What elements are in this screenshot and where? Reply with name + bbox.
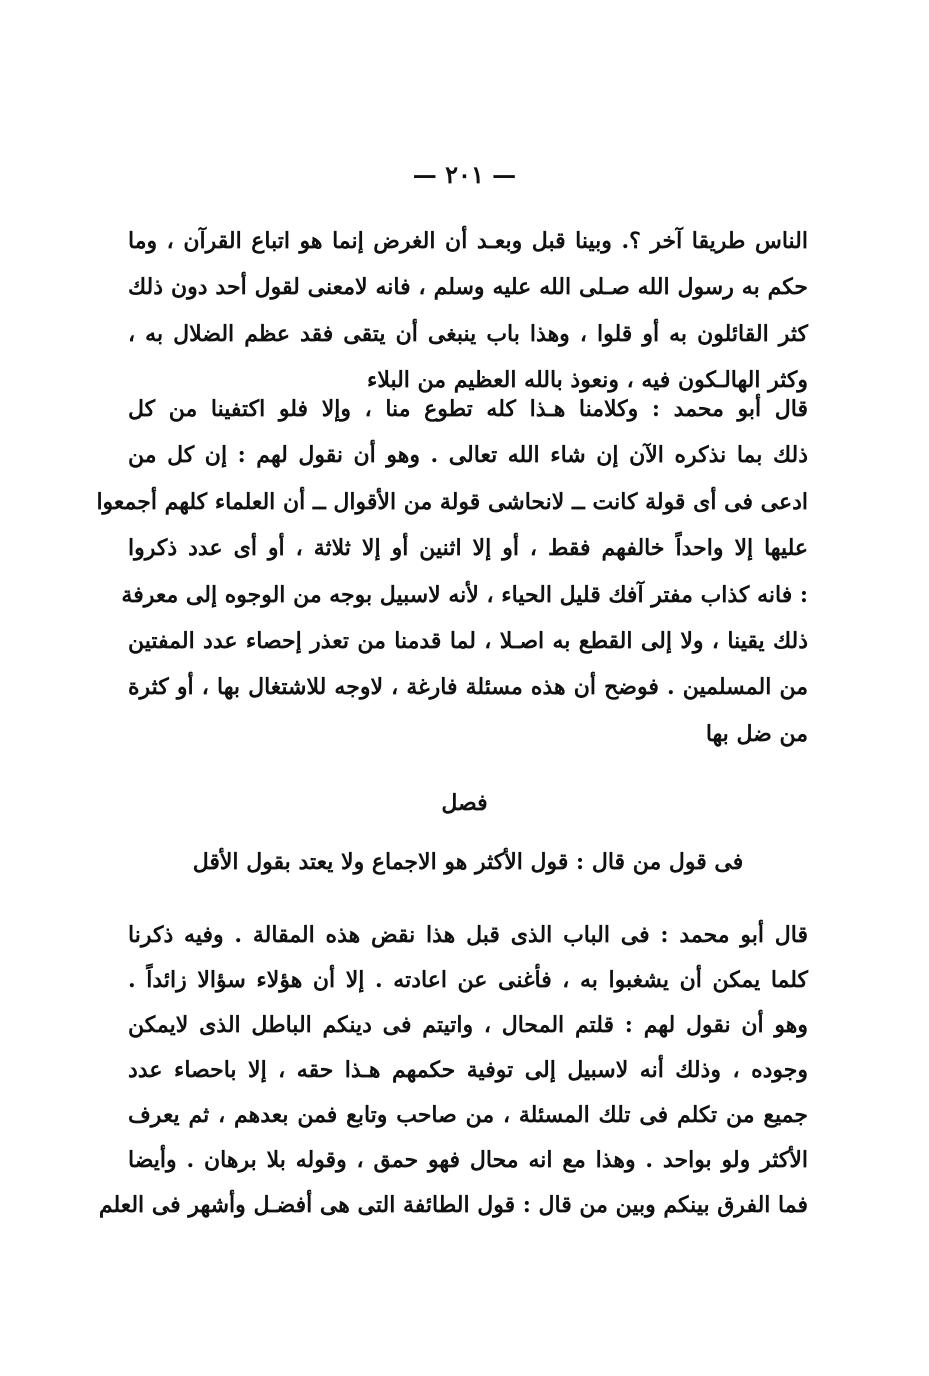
- text-line: وكثر الهالـكون فيه ، ونعوذ بالله العظيم من البلاء: [366, 367, 808, 394]
- text-line: ذلك بما نذكره الآن إن شاء الله تعالى . وهو أن نقول لهم : إن كل من: [128, 442, 808, 469]
- text-line: كثر القائلون به أو قلوا ، وهذا باب ينبغى أن يتقى فقد عظم الضلال به ،: [128, 320, 808, 347]
- text-line: من المسلمين . فوضح أن هذه مسئلة فارغة ، لاوجه للاشتغال بها ، أو كثرة: [128, 674, 808, 701]
- text-line: فما الفرق بينكم وبين من قال : قول الطائفة التى هى أفضـل وأشهر فى العلم: [98, 1192, 808, 1218]
- text-line: الناس طريقا آخر ؟. وبينا قبل وبعـد أن الغرض إنما هو اتباع القرآن ، وما: [128, 228, 808, 254]
- text-line: وجوده ، وذلك أنه لاسبيل إلى توفية حكمهم هـذا حقه ، إلا باحصاء عدد: [128, 1057, 808, 1083]
- text-line: من ضل بها: [705, 720, 808, 747]
- section-subtitle: فى قول من قال : قول الأكثر هو الاجماع ولا يعتد بقول الأقل: [192, 849, 744, 875]
- text-line: وهو أن نقول لهم : قلتم المحال ، واتيتم فى دينكم الباطل الذى لايمكن: [128, 1012, 808, 1038]
- page-number: — ٢٠١ —: [412, 160, 517, 189]
- text-line: جميع من تكلم فى تلك المسئلة ، من صاحب وتابع فمن بعدهم ، ثم يعرف: [128, 1102, 808, 1128]
- text-line: كلما يمكن أن يشغبوا به ، فأغنى عن اعادته . إلا أن هؤلاء سؤالا زائداً .: [128, 967, 808, 993]
- text-line: قال أبو محمد : فى الباب الذى قبل هذا نقض هذه المقالة . وفيه ذكرنا: [128, 922, 808, 948]
- text-line: قال أبو محمد : وكلامنا هـذا كله تطوع منا ، وإلا فلو اكتفينا من كل: [128, 396, 808, 422]
- text-line: : فانه كذاب مفتر آفك قليل الحياء ، لأنه لاسبيل بوجه من الوجوه إلى معرفة: [121, 581, 808, 608]
- text-line: الأكثر ولو بواحد . وهذا مع انه محال فهو حمق ، وقوله بلا برهان . وأيضا: [128, 1147, 808, 1173]
- text-line: عليها إلا واحداً خالفهم فقط ، أو إلا اثنين أو إلا ثلاثة ، أو أى عدد ذكروا: [128, 535, 808, 562]
- text-line: ذلك يقينا ، ولا إلى القطع به اصـلا ، لما قدمنا من تعذر إحصاء عدد المفتين: [128, 627, 808, 654]
- paragraph-3: [98, 913, 808, 1228]
- text-line: حكم به رسول الله صـلى الله عليه وسلم ، فانه لامعنى لقول أحد دون ذلك: [128, 274, 808, 301]
- paragraph-1: [128, 218, 808, 404]
- section-heading: فصل: [441, 790, 488, 816]
- text-line: ادعى فى أى قولة كانت ــ لانحاشى قولة من الأقوال ــ أن العلماء كلهم أجمعوا: [96, 488, 808, 515]
- paragraph-2: [96, 386, 808, 757]
